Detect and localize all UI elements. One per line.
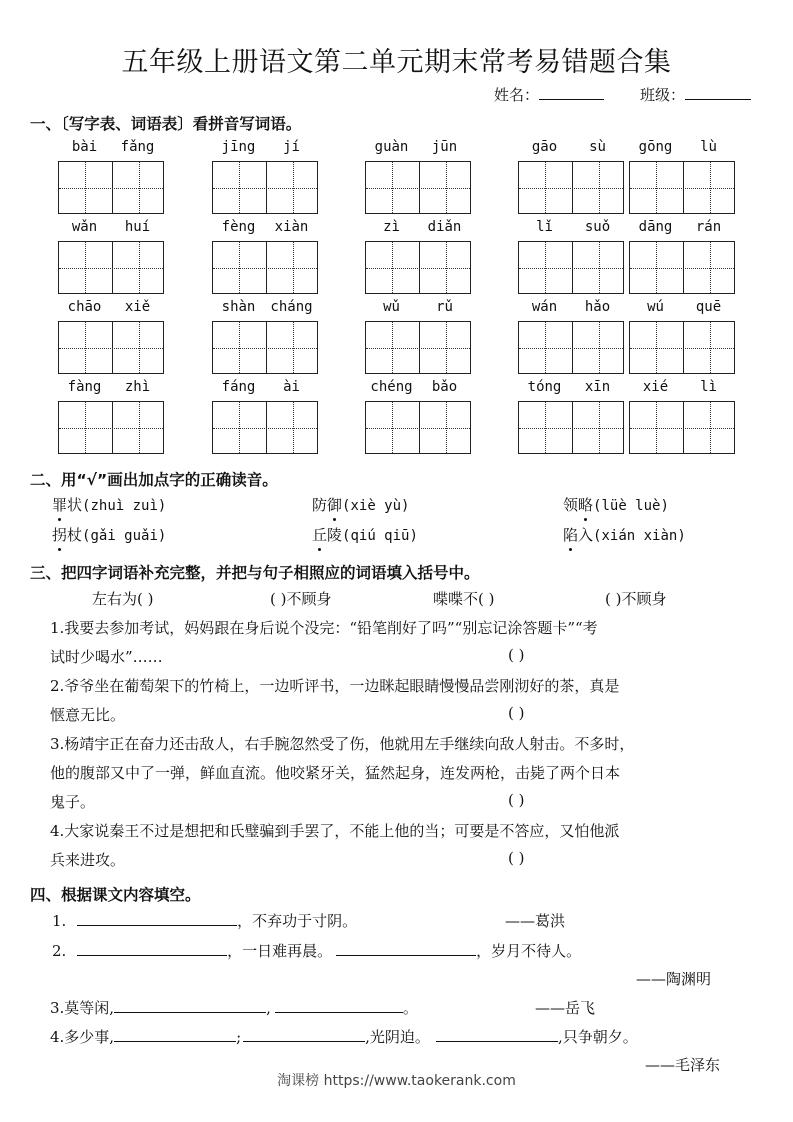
dotted-character: 陷 (563, 526, 579, 544)
grid-guide-line (59, 268, 163, 269)
q3-blank-1[interactable] (114, 998, 266, 1013)
writing-grid-box[interactable] (58, 161, 164, 214)
pinyin-label: guàn (374, 139, 409, 155)
pinyin-label: diǎn (427, 219, 462, 235)
answer-bracket-3[interactable]: ( ) (508, 791, 525, 809)
q1-blank[interactable] (77, 911, 237, 926)
section1-heading: 一、〔写字表、词语表〕看拼音写词语。 (30, 115, 302, 133)
pinyin-label: fàng (67, 379, 102, 395)
pinyin-label: fáng (221, 379, 256, 395)
pinyin-label: lì (700, 379, 717, 395)
q3-end: 。 (402, 999, 418, 1017)
writing-grid-box[interactable] (518, 241, 624, 294)
pinyin-label: wǔ (383, 299, 400, 315)
fill-q3 (50, 997, 418, 1018)
writing-grid-box[interactable] (212, 161, 318, 214)
pinyin-label: shàn (221, 299, 256, 315)
pinyin-label: cháng (270, 299, 313, 315)
writing-grid-box[interactable] (365, 321, 471, 374)
writing-grid-box[interactable] (518, 321, 624, 374)
writing-grid-box[interactable] (518, 161, 624, 214)
grid-guide-line (630, 348, 734, 349)
grid-guide-line (213, 428, 317, 429)
pinyin-label: tóng (527, 379, 562, 395)
dotted-character: 罪 (52, 496, 68, 514)
idiom-2[interactable]: ( )不顾身 (270, 590, 332, 608)
grid-guide-line (59, 188, 163, 189)
writing-grid-box[interactable] (518, 401, 624, 454)
pinyin-label: chāo (67, 299, 102, 315)
pinyin-label: suǒ (584, 219, 611, 235)
writing-grid-box[interactable] (58, 241, 164, 294)
grid-guide-line (213, 348, 317, 349)
pinyin-options[interactable]: (qiú qiū) (342, 528, 418, 544)
pinyin-label: fǎng (120, 139, 155, 155)
class-field[interactable] (640, 84, 751, 105)
writing-grid-box[interactable] (365, 161, 471, 214)
answer-bracket-1[interactable]: ( ) (508, 646, 525, 664)
pinyin-label: hǎo (584, 299, 611, 315)
q4-blank-1[interactable] (114, 1027, 236, 1042)
grid-guide-line (366, 348, 470, 349)
writing-grid-box[interactable] (212, 241, 318, 294)
dotted-character: 略 (578, 496, 594, 514)
q2-number: 2. (52, 942, 67, 960)
pinyin-label: lǐ (536, 219, 553, 235)
q4-end: ,只争朝夕。 (557, 1028, 638, 1046)
pinyin-label: sù (589, 139, 606, 155)
pinyin-options[interactable]: (xián xiàn) (593, 528, 686, 544)
sentence-2-line1: 2.爷爷坐在葡萄架下的竹椅上，一边听评书，一边眯起眼睛慢慢品尝刚沏好的茶，真是 (50, 677, 620, 695)
grid-guide-line (59, 428, 163, 429)
q1-author: ——葛洪 (505, 912, 566, 930)
sentence-4-line1: 4.大家说秦王不过是想把和氏璧骗到手罢了，不能上他的当；可要是不答应，又怕他派 (50, 822, 620, 840)
fill-q4 (50, 1026, 638, 1047)
pinyin-label: bǎo (431, 379, 458, 395)
fill-q1 (52, 910, 357, 931)
pinyin-label: jūn (431, 139, 458, 155)
pinyin-label: fèng (221, 219, 256, 235)
sentence-3-line1b: 他的腹部又中了一弹，鲜血直流。他咬紧牙关，猛然起身，连发两枪，击毙了两个日本 (50, 764, 621, 782)
grid-guide-line (366, 428, 470, 429)
word-pre: 防 (312, 496, 328, 514)
grid-guide-line (519, 348, 623, 349)
q2-author: ——陶渊明 (636, 970, 712, 988)
pronunciation-item (563, 524, 686, 545)
q2-blank-1[interactable] (77, 941, 227, 956)
pinyin-options[interactable]: (lüè luè) (593, 498, 669, 514)
dotted-character: 御 (327, 496, 343, 514)
section4-heading: 四、根据课文内容填空。 (30, 886, 201, 904)
pinyin-label: xiàn (274, 219, 309, 235)
writing-grid-box[interactable] (58, 321, 164, 374)
word-post: 入 (578, 526, 594, 544)
sentence-3-line2: 鬼子。 (50, 793, 96, 811)
q4-mid: ,光阴迫。 (365, 1028, 430, 1046)
grid-guide-line (213, 188, 317, 189)
word-post: 状 (67, 496, 83, 514)
pinyin-options[interactable]: (xiè yù) (342, 498, 410, 514)
q1-text: ，不弃功于寸阴。 (237, 912, 358, 930)
pinyin-label: xiě (124, 299, 151, 315)
word-pre: 领 (563, 496, 579, 514)
pinyin-label: rán (695, 219, 722, 235)
writing-grid-box[interactable] (629, 321, 735, 374)
footer-watermark: 淘课榜 https://www.taokerank.com (277, 1073, 516, 1089)
class-label: 班级： (640, 86, 686, 104)
pinyin-label: xié (642, 379, 669, 395)
writing-grid-box[interactable] (629, 401, 735, 454)
grid-guide-line (630, 428, 734, 429)
sentence-1-line2: 试时少喝水”…… (50, 648, 163, 666)
pinyin-options[interactable]: (zhuì zuì) (82, 498, 167, 514)
pinyin-label: bài (71, 139, 98, 155)
pronunciation-item (563, 494, 669, 515)
q4-blank-2[interactable] (243, 1027, 365, 1042)
pinyin-label: rǔ (436, 299, 453, 315)
grid-guide-line (366, 188, 470, 189)
grid-guide-line (366, 268, 470, 269)
pinyin-label: ài (283, 379, 300, 395)
pinyin-label: quē (695, 299, 722, 315)
writing-grid-box[interactable] (629, 241, 735, 294)
sentence-3-line1: 3.杨靖宇正在奋力还击敌人，右手腕忽然受了伤，他就用左手继续向敌人射击。不多时， (50, 735, 635, 753)
pinyin-label: lù (700, 139, 717, 155)
grid-guide-line (213, 268, 317, 269)
pinyin-label: jí (283, 139, 300, 155)
section3-heading: 三、把四字词语补充完整，并把与句子相照应的词语填入括号中。 (30, 564, 480, 582)
grid-guide-line (519, 188, 623, 189)
name-field[interactable] (494, 84, 604, 105)
q4-sep: ; (236, 1028, 242, 1046)
pinyin-label: wǎn (71, 219, 98, 235)
q4-author: ——毛泽东 (645, 1056, 721, 1074)
q2-text1: ，一日难再晨。 (227, 942, 333, 960)
writing-grid-box[interactable] (212, 321, 318, 374)
idiom-4[interactable]: ( )不顾身 (605, 590, 667, 608)
q3-sep: , (266, 999, 271, 1017)
writing-grid-box[interactable] (212, 401, 318, 454)
pinyin-label: huí (124, 219, 151, 235)
idiom-3[interactable]: 喋喋不( ) (433, 590, 495, 608)
writing-grid-box[interactable] (629, 161, 735, 214)
grid-guide-line (630, 268, 734, 269)
q3-author: ——岳飞 (535, 999, 596, 1017)
class-blank[interactable] (685, 85, 751, 100)
pinyin-label: jīng (221, 139, 256, 155)
pronunciation-item (312, 494, 409, 515)
pinyin-label: gāo (531, 139, 558, 155)
word-post: 陵 (327, 526, 343, 544)
fill-q2 (52, 940, 581, 961)
word-post: 杖 (67, 526, 83, 544)
pinyin-label: xīn (584, 379, 611, 395)
grid-guide-line (519, 268, 623, 269)
pinyin-options[interactable]: (gǎi guǎi) (82, 528, 167, 544)
dotted-character: 丘 (312, 526, 328, 544)
pinyin-label: zì (383, 219, 400, 235)
q2-blank-2[interactable] (336, 941, 476, 956)
grid-guide-line (59, 348, 163, 349)
writing-grid-box[interactable] (365, 241, 471, 294)
q4-blank-3[interactable] (436, 1027, 558, 1042)
writing-grid-box[interactable] (365, 401, 471, 454)
dotted-character: 拐 (52, 526, 68, 544)
grid-guide-line (519, 428, 623, 429)
pinyin-label: wú (647, 299, 664, 315)
section2-heading: 二、用“√”画出加点字的正确读音。 (30, 471, 278, 489)
idiom-1[interactable]: 左右为( ) (92, 590, 154, 608)
writing-grid-box[interactable] (58, 401, 164, 454)
name-blank[interactable] (539, 85, 604, 100)
answer-bracket-4[interactable]: ( ) (508, 849, 525, 867)
q1-number: 1. (52, 912, 67, 930)
grid-guide-line (630, 188, 734, 189)
pinyin-label: wán (531, 299, 558, 315)
q2-text2: ，岁月不待人。 (476, 942, 582, 960)
answer-bracket-2[interactable]: ( ) (508, 704, 525, 722)
pinyin-label: gōng (638, 139, 673, 155)
q3-prefix: 3.莫等闲, (50, 999, 115, 1017)
page-title: 五年级上册语文第二单元期末常考易错题合集 (121, 47, 672, 78)
pinyin-label: dāng (638, 219, 673, 235)
q3-blank-2[interactable] (275, 998, 403, 1013)
pinyin-label: chéng (370, 379, 413, 395)
pinyin-label: zhì (124, 379, 151, 395)
sentence-2-line2: 惬意无比。 (50, 706, 126, 724)
sentence-1-line1: 1.我要去参加考试，妈妈跟在身后说个没完：“铅笔削好了吗”“别忘记涂答题卡”“考 (50, 619, 598, 637)
name-label: 姓名： (494, 86, 540, 104)
q4-prefix: 4.多少事, (50, 1028, 115, 1046)
pronunciation-item (52, 524, 166, 545)
pronunciation-item (52, 494, 166, 515)
sentence-4-line2: 兵来进攻。 (50, 851, 126, 869)
pronunciation-item (312, 524, 418, 545)
